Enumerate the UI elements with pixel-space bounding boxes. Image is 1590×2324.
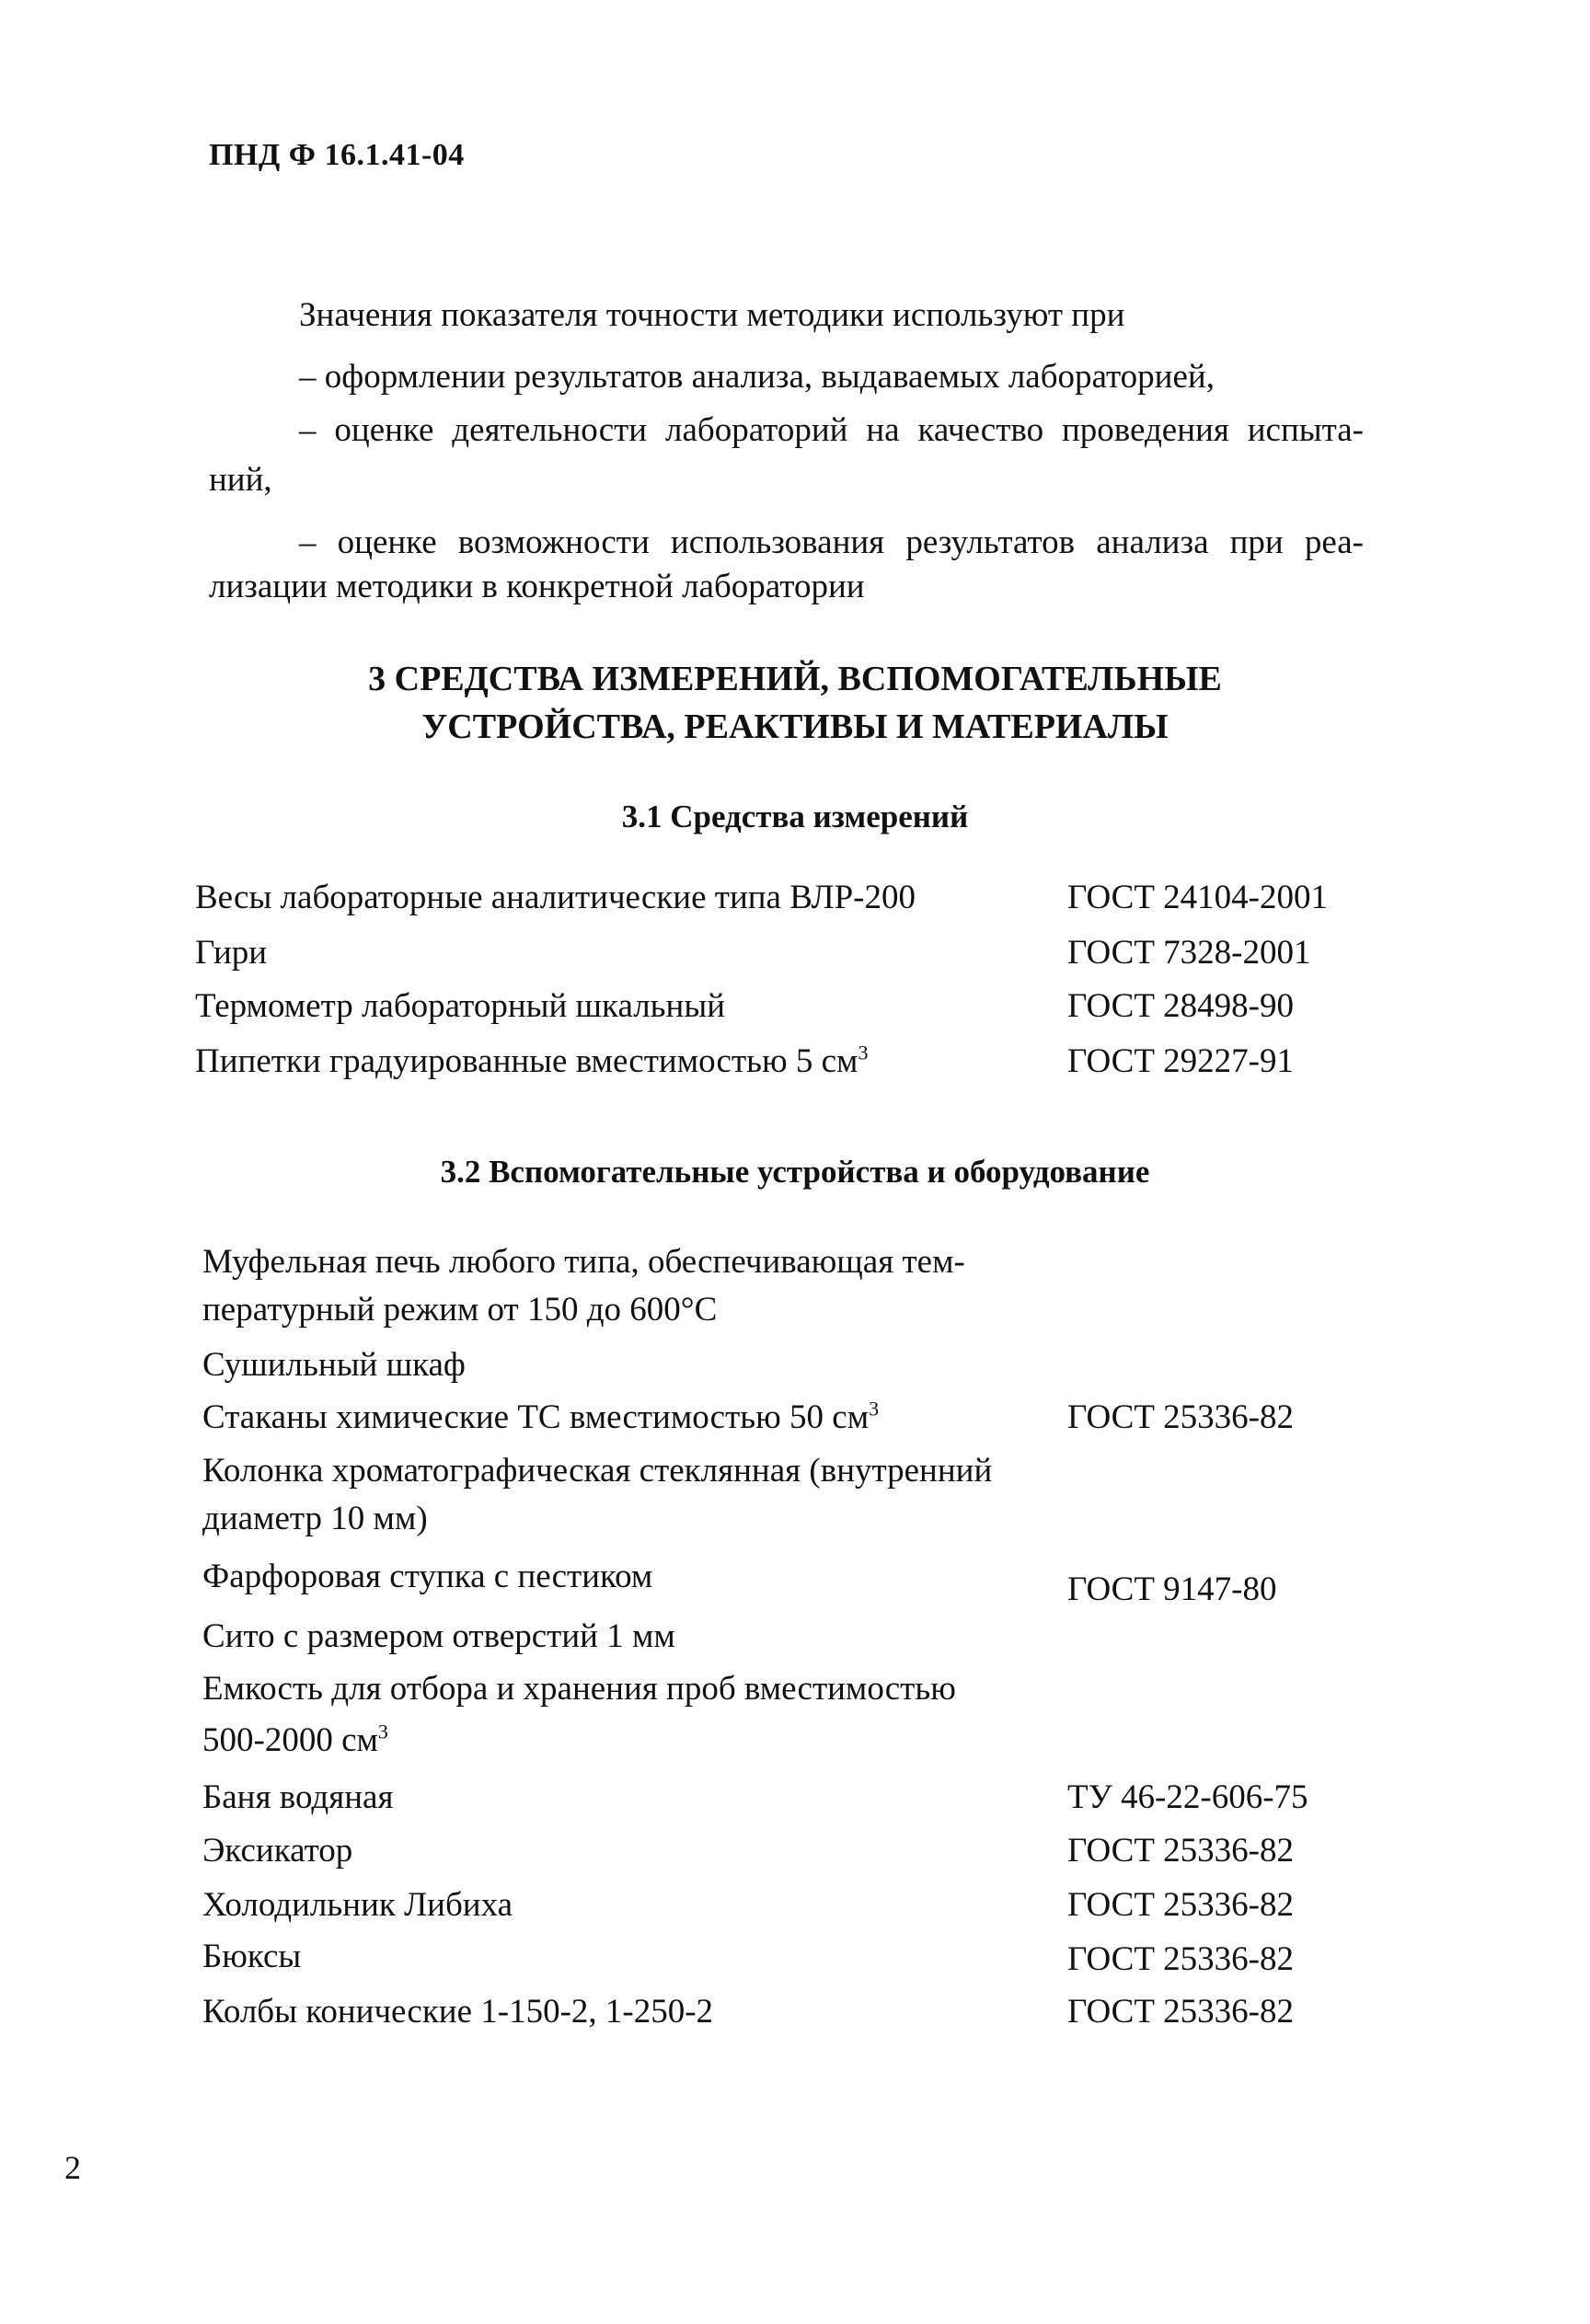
equipment-name: Бюксы <box>202 1938 302 1975</box>
subsection-title-3-1: 3.1 Средства измерений <box>621 799 969 834</box>
section-title-line-1: 3 СРЕДСТВА ИЗМЕРЕНИЙ, ВСПОМОГАТЕЛЬНЫЕ <box>368 660 1222 698</box>
equipment-standard: ГОСТ 24104-2001 <box>1067 879 1328 916</box>
intro-line-4b: лизации методики в конкретной лаборатории <box>209 568 865 605</box>
equipment-standard: ГОСТ 29227-91 <box>1067 1042 1294 1080</box>
equipment-standard: ГОСТ 25336-82 <box>1067 1993 1294 2031</box>
equipment-name: Фарфоровая ступка с пестиком <box>202 1558 653 1595</box>
intro-line-3b: ний, <box>209 461 272 499</box>
equipment-name: Холодильник Либиха <box>202 1886 513 1924</box>
equipment-name-line-2: диаметр 10 мм) <box>202 1500 428 1537</box>
unit-superscript: 3 <box>858 1041 869 1064</box>
unit-superscript: 3 <box>377 1720 388 1743</box>
intro-line-4a: – оценке возможности использования результатов анализа при реа- <box>299 523 1364 561</box>
equipment-standard: ГОСТ 7328-2001 <box>1067 934 1311 972</box>
page-number: 2 <box>64 2149 81 2186</box>
document-code: ПНД Ф 16.1.41-04 <box>209 138 465 172</box>
equipment-name: Гири <box>195 934 268 972</box>
equipment-standard: ГОСТ 25336-82 <box>1067 1886 1294 1924</box>
equipment-name-line-1: Колонка хроматографическая стеклянная (внутренний <box>202 1452 993 1490</box>
intro-line-1: Значения показателя точности методики используют при <box>299 296 1125 334</box>
unit-superscript: 3 <box>869 1397 880 1421</box>
equipment-name-line-2-with-unit <box>202 1717 388 1765</box>
equipment-name-text: Стаканы химические ТС вместимостью 50 см <box>202 1398 870 1436</box>
equipment-name: Эксикатор <box>202 1832 353 1870</box>
equipment-name-with-unit <box>202 1394 879 1442</box>
equipment-name: Сушильный шкаф <box>202 1346 466 1384</box>
equipment-name-text: 500-2000 см <box>202 1721 378 1759</box>
subsection-title-3-2: 3.2 Вспомогательные устройства и оборудование <box>440 1154 1150 1190</box>
equipment-name-text: Пипетки градуированные вместимостью 5 см <box>195 1042 858 1080</box>
equipment-name: Термометр лабораторный шкальный <box>195 987 725 1025</box>
equipment-name-with-unit <box>195 1038 868 1086</box>
equipment-name: Весы лабораторные аналитические типа ВЛР-200 <box>195 879 916 916</box>
equipment-standard: ГОСТ 9147-80 <box>1067 1570 1277 1608</box>
intro-line-2: – оформлении результатов анализа, выдаваемых лабораторией, <box>299 358 1215 396</box>
equipment-standard: ГОСТ 25336-82 <box>1067 1398 1294 1436</box>
equipment-name: Колбы конические 1-150-2, 1-250-2 <box>202 1993 714 2031</box>
equipment-standard: ТУ 46-22-606-75 <box>1067 1778 1308 1816</box>
equipment-standard: ГОСТ 25336-82 <box>1067 1940 1294 1978</box>
equipment-name-line-2: пературный режим от 150 до 600°С <box>202 1291 718 1329</box>
equipment-name-line-1: Емкость для отбора и хранения проб вместимостью <box>202 1670 956 1708</box>
equipment-name-line-1: Муфельная печь любого типа, обеспечивающая тем- <box>202 1243 965 1281</box>
intro-line-3a: – оценке деятельности лабораторий на качество проведения испыта- <box>299 411 1364 449</box>
equipment-name: Сито с размером отверстий 1 мм <box>202 1617 675 1655</box>
equipment-name: Баня водяная <box>202 1778 394 1816</box>
equipment-standard: ГОСТ 25336-82 <box>1067 1832 1294 1870</box>
equipment-standard: ГОСТ 28498-90 <box>1067 987 1294 1025</box>
section-title-line-2: УСТРОЙСТВА, РЕАКТИВЫ И МАТЕРИАЛЫ <box>421 708 1169 746</box>
